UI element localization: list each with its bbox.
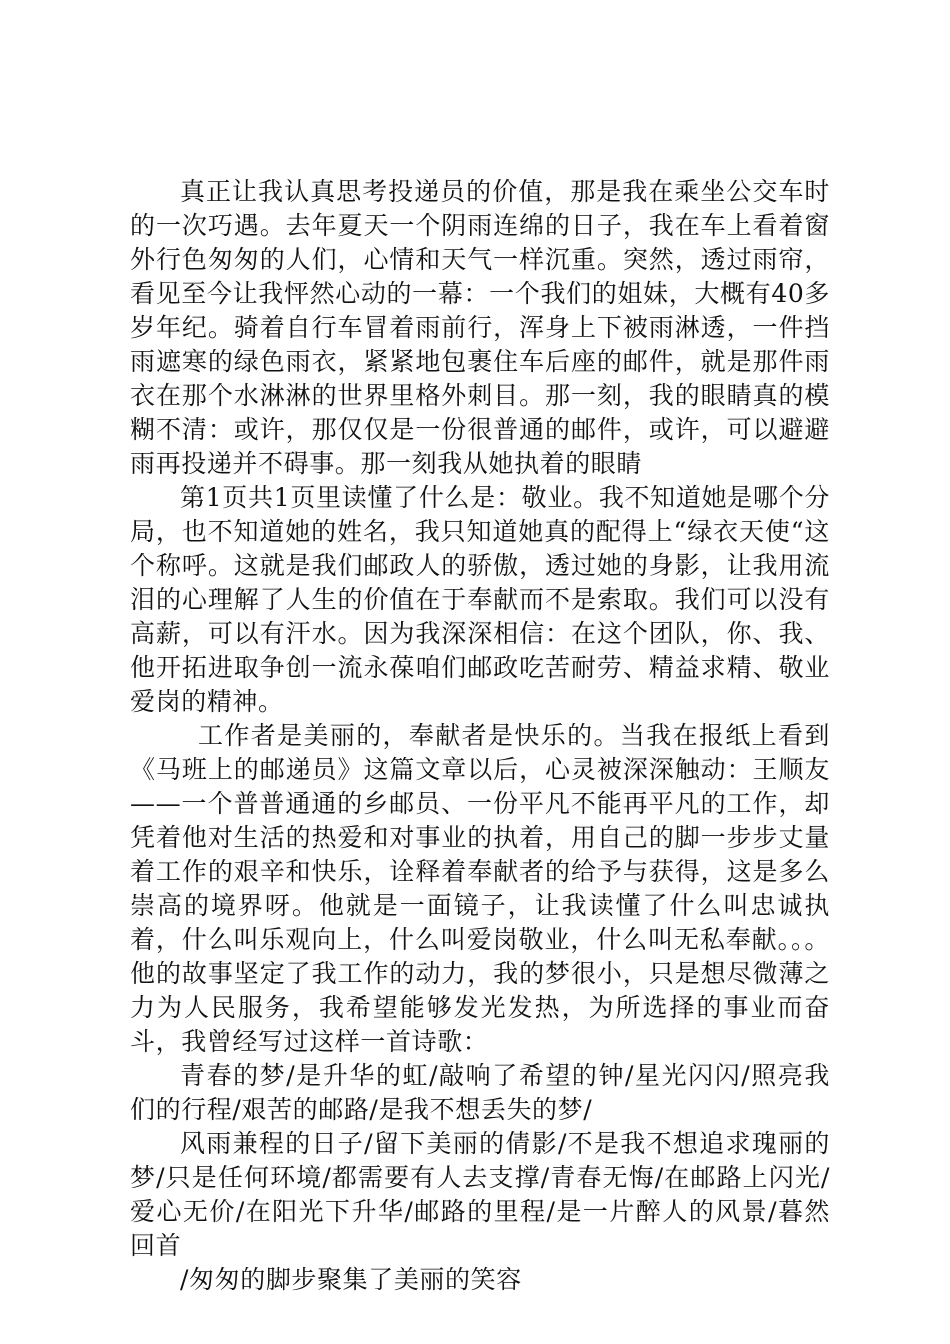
paragraph-1: 真正让我认真思考投递员的价值，那是我在乘坐公交车时的一次巧遇。去年夏天一个阴雨连绵的日子，我在车上看着窗外行色匆匆的人们，心情和天气一样沉重。突然，透过雨帘，看见至今让我怦然心动的一幕：一个我们的姐妹，大概有40多岁年纪。骑着自行车冒着雨前行，浑身上下被雨淋透，一件挡雨遮寒的绿色雨衣，紧紧地包裹住车后座的邮件，就是那件雨衣在那个水淋淋的世界里格外刺目。那一刻，我的眼睛真的模糊不清：或许，那仅仅是一份很普通的邮件，或许，可以避避雨再投递并不碍事。那一刻我从她执着的眼睛	[130, 177, 830, 478]
paragraph-2: 第1页共1页里读懂了什么是：敬业。我不知道她是哪个分局，也不知道她的姓名，我只知道她真的配得上“绿衣天使“这个称呼。这就是我们邮政人的骄傲，透过她的身影，让我用流泪的心理解了人生的价值在于奉献而不是索取。我们可以没有高薪，可以有汗水。因为我深深相信：在这个团队，你、我、他开拓进取争创一流永葆咱们邮政吃苦耐劳、精益求精、敬业爱岗的精神。	[130, 483, 830, 716]
poem-stanza-1: 青春的梦/是升华的虹/敲响了希望的钟/星光闪闪/照亮我们的行程/艰苦的邮路/是我不想丢失的梦/	[130, 1061, 830, 1124]
poem-stanza-3: /匆匆的脚步聚集了美丽的笑容	[180, 1265, 522, 1294]
document-body	[130, 175, 830, 1297]
paragraph-3: 工作者是美丽的，奉献者是快乐的。当我在报纸上看到《马班上的邮递员》这篇文章以后，心灵被深深触动：王顺友——一个普普通通的乡邮员、一份平凡不能再平凡的工作，却凭着他对生活的热爱和对事业的执着，用自己的脚一步步丈量着工作的艰辛和快乐，诠释着奉献者的给予与获得，这是多么崇高的境界呀。他就是一面镜子，让我读懂了什么叫忠诚执着，什么叫乐观向上，什么叫爱岗敬业，什么叫无私奉献。。。他的故事坚定了我工作的动力，我的梦很小，只是想尽微薄之力为人民服务，我希望能够发光发热，为所选择的事业而奋斗，我曾经写过这样一首诗歌：	[130, 721, 830, 1056]
poem-stanza-2: 风雨兼程的日子/留下美丽的倩影/不是我不想追求瑰丽的梦/只是任何环境/都需要有人去支撑/青春无悔/在邮路上闪光/爱心无价/在阳光下升华/邮路的里程/是一片醉人的风景/暮然回首	[130, 1129, 830, 1260]
